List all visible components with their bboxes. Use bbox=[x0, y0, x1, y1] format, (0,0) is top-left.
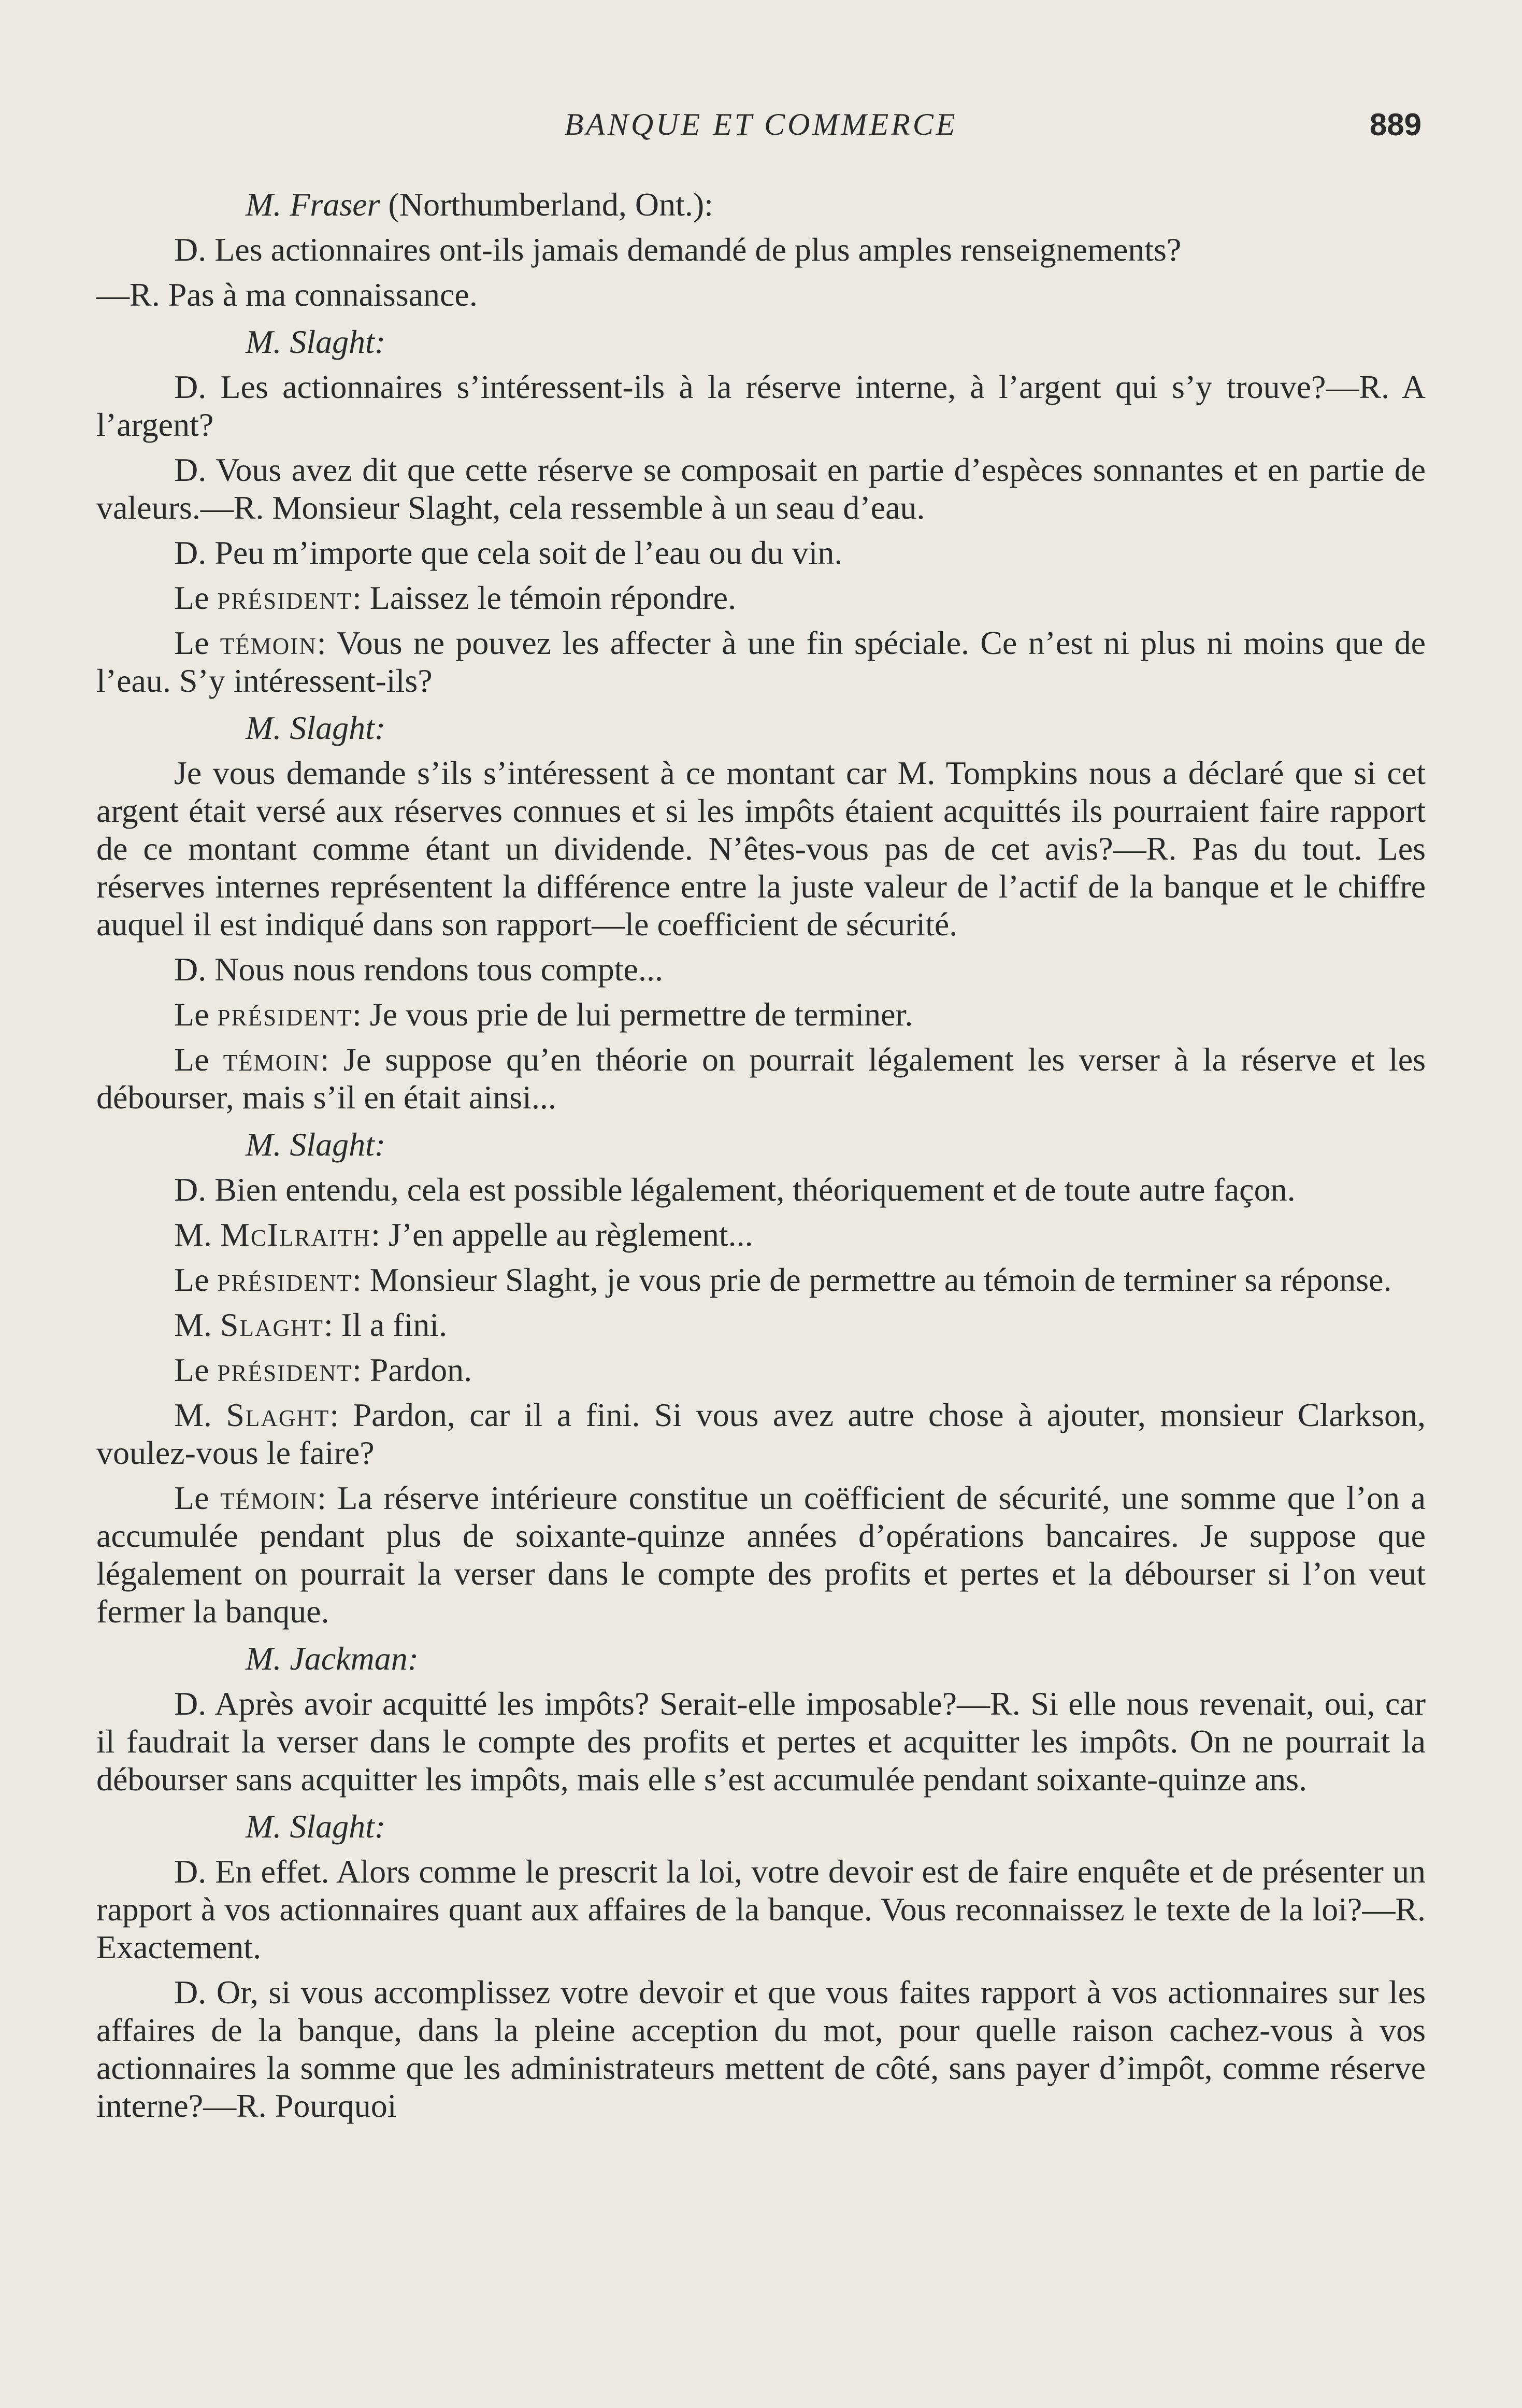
speech-paragraph bbox=[96, 1351, 1426, 1389]
speaker-label: Slaght bbox=[220, 1306, 324, 1343]
speaker-prefix: M. bbox=[174, 1306, 220, 1343]
paragraph: D. Or, si vous accomplissez votre devoir et que vous faites rapport à vos actionnaires sur les affaires de la banque, dans la pleine acception du mot, pour quelle raison cachez-vous à vos actionnaires la somme que les administrateurs mettent de côté, sans payer d’impôt, comme réserve interne?—R. Pourquoi bbox=[96, 1974, 1426, 2124]
speaker-name: M. Slaght: bbox=[246, 1808, 386, 1845]
speech-text: : Pardon. bbox=[352, 1351, 472, 1388]
speech-text: : Vous ne pouvez les affecter à une fin spéciale. Ce n’est ni plus ni moins que de l’eau. S’y intéressent-ils? bbox=[96, 624, 1426, 699]
speaker-prefix: Le bbox=[174, 1351, 218, 1388]
speech-text: : Je suppose qu’en théorie on pourrait légalement les verser à la réserve et les débourser, mais s’il en était ainsi... bbox=[96, 1041, 1426, 1116]
speaker-prefix: M. bbox=[174, 1397, 226, 1433]
speaker-heading bbox=[96, 186, 1426, 223]
paragraph: D. Bien entendu, cela est possible légalement, théoriquement et de toute autre façon. bbox=[174, 1171, 1296, 1208]
speech-text: : La réserve intérieure constitue un coëfficient de sécurité, une somme que l’on a accumulée pendant plus de soixante-quinze années d’opérations bancaires. Je suppose que légalement on pourrait la verser dans le compte des profits et pertes et la débourser si l’on veut fermer la banque. bbox=[96, 1479, 1426, 1630]
speech-paragraph bbox=[96, 1306, 1426, 1344]
speech-text: : Je vous prie de lui permettre de terminer. bbox=[352, 996, 913, 1033]
paragraph: D. En effet. Alors comme le prescrit la loi, votre devoir est de faire enquête et de présenter un rapport à vos actionnaires quant aux affaires de la banque. Vous reconnaissez le texte de la loi?—R. Exactement. bbox=[96, 1853, 1426, 1965]
speaker-name: M. Fraser bbox=[246, 186, 380, 223]
speaker-label: président bbox=[217, 1351, 353, 1388]
paragraph: D. Nous nous rendons tous compte... bbox=[174, 951, 663, 988]
speaker-heading bbox=[96, 1640, 1426, 1677]
speaker-prefix: Le bbox=[174, 624, 220, 661]
paragraph: D. Les actionnaires ont-ils jamais demandé de plus amples renseignements? bbox=[174, 231, 1182, 268]
speaker-name: M. Jackman: bbox=[246, 1640, 419, 1677]
speech-paragraph bbox=[96, 1479, 1426, 1630]
paragraph: D. Vous avez dit que cette réserve se composait en partie d’espèces sonnantes et en partie de valeurs.—R. Monsieur Slaght, cela ressemble à un seau d’eau. bbox=[96, 451, 1426, 526]
paragraph: Je vous demande s’ils s’intéressent à ce montant car M. Tompkins nous a déclaré que si cet argent était versé aux réserves connues et si les impôts étaient acquittés ils pourraient faire rapport de ce montant comme étant un dividende. N’êtes-vous pas de cet avis?—R. Pas du tout. Les réserves internes représentent la différence entre la juste valeur de l’actif de la banque et le chiffre auquel il est indiqué dans son rapport—le coefficient de sécurité. bbox=[96, 754, 1426, 943]
paragraph-continuation: —R. Pas à ma connaissance. bbox=[96, 276, 478, 313]
speech-paragraph bbox=[96, 1261, 1426, 1299]
speaker-label: président bbox=[217, 1261, 353, 1298]
speech-paragraph bbox=[96, 624, 1426, 700]
speech-paragraph bbox=[96, 1396, 1426, 1472]
speaker-label: président bbox=[217, 579, 353, 616]
speaker-heading bbox=[96, 709, 1426, 747]
speaker-constituency: (Northumberland, Ont.): bbox=[380, 186, 713, 223]
paragraph: D. Après avoir acquitté les impôts? Serait-elle imposable?—R. Si elle nous revenait, oui, car il faudrait la verser dans le compte des profits et pertes et acquitter les impôts. On ne pourrait la débourser sans acquitter les impôts, mais elle s’est accumulée pendant soixante-quinze ans. bbox=[96, 1685, 1426, 1798]
speech-paragraph bbox=[96, 1041, 1426, 1116]
speaker-heading bbox=[96, 1125, 1426, 1163]
speaker-prefix: M. bbox=[174, 1216, 220, 1253]
speaker-prefix: Le bbox=[174, 1479, 221, 1516]
speaker-heading bbox=[96, 323, 1426, 361]
speaker-heading bbox=[96, 1807, 1426, 1845]
speaker-prefix: Le bbox=[174, 579, 218, 616]
speech-text: : Il a fini. bbox=[323, 1306, 448, 1343]
speech-text: : J’en appelle au règlement... bbox=[371, 1216, 753, 1253]
speech-paragraph bbox=[96, 579, 1426, 617]
speaker-label: McIlraith bbox=[220, 1216, 371, 1253]
speaker-label: témoin bbox=[223, 1041, 320, 1078]
speaker-name: M. Slaght: bbox=[246, 323, 386, 360]
speaker-prefix: Le bbox=[174, 1041, 223, 1078]
body-text bbox=[96, 176, 1426, 2132]
speech-paragraph bbox=[96, 1216, 1426, 1253]
page-number: 889 bbox=[1369, 107, 1422, 142]
speech-text: : Monsieur Slaght, je vous prie de permettre au témoin de terminer sa réponse. bbox=[352, 1261, 1392, 1298]
running-header bbox=[96, 107, 1426, 148]
speech-paragraph bbox=[96, 995, 1426, 1033]
speaker-label: témoin bbox=[220, 624, 317, 661]
speech-text: : Pardon, car il a fini. Si vous avez autre chose à ajouter, monsieur Clarkson, voulez-vous le faire? bbox=[96, 1397, 1426, 1471]
speech-text: : Laissez le témoin répondre. bbox=[352, 579, 737, 616]
speaker-prefix: Le bbox=[174, 1261, 218, 1298]
speaker-name: M. Slaght: bbox=[246, 709, 386, 746]
paragraph: D. Les actionnaires s’intéressent-ils à la réserve interne, à l’argent qui s’y trouve?—R. A l’argent? bbox=[96, 368, 1426, 443]
speaker-label: témoin bbox=[220, 1479, 318, 1516]
paragraph: D. Peu m’importe que cela soit de l’eau ou du vin. bbox=[174, 534, 843, 571]
running-title: BANQUE ET COMMERCE bbox=[564, 107, 958, 141]
speaker-label: président bbox=[217, 996, 353, 1033]
speaker-name: M. Slaght: bbox=[246, 1126, 386, 1163]
speaker-label: Slaght bbox=[226, 1397, 330, 1433]
speaker-prefix: Le bbox=[174, 996, 218, 1033]
